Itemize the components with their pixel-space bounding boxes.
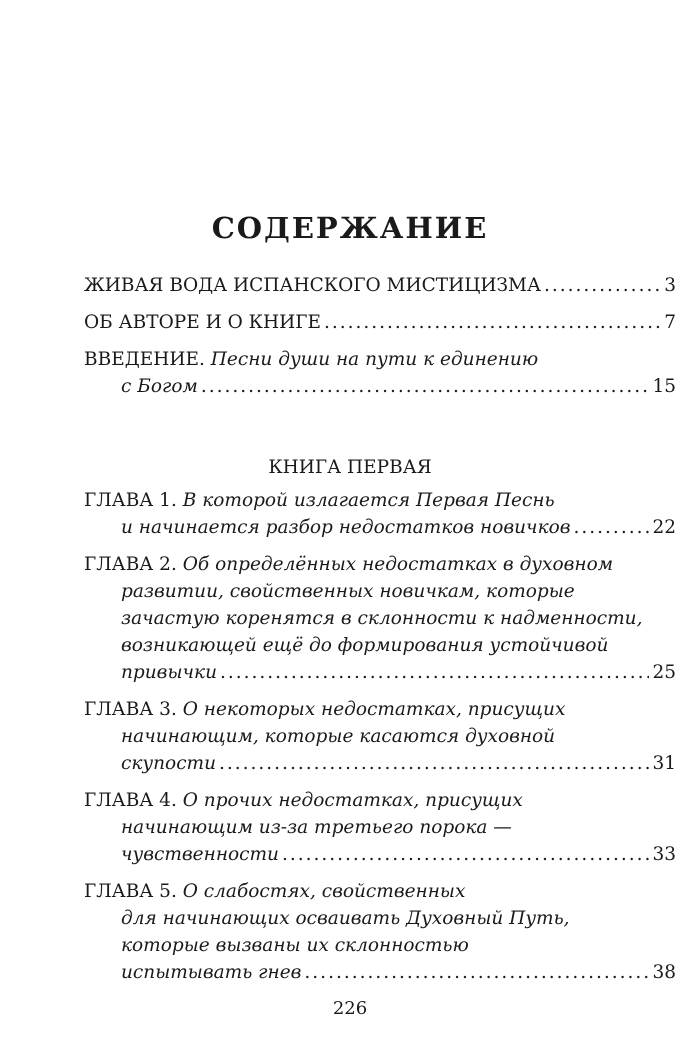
toc-front-matter bbox=[84, 272, 676, 400]
chapter-title-line: развитии, свойственных новичкам, которые bbox=[121, 581, 575, 602]
toc-entry-chapter-1[interactable] bbox=[84, 487, 676, 541]
chapter-title-line: привычки bbox=[121, 662, 217, 683]
chapter-title-line: начинающим из-за третьего порока — bbox=[121, 817, 512, 838]
toc-page-number: 7 bbox=[664, 312, 676, 333]
chapter-title-line: чувственности bbox=[121, 844, 279, 865]
toc-page-number: 31 bbox=[652, 753, 676, 774]
chapter-title-line: возникающей ещё до формирования устойчивой bbox=[121, 635, 609, 656]
toc-entry-chapter-3[interactable] bbox=[84, 696, 676, 777]
chapter-title-line: О слабостях, свойственных bbox=[182, 881, 466, 902]
dot-leader bbox=[304, 959, 649, 986]
toc-entry-introduction[interactable] bbox=[84, 346, 676, 400]
chapter-title-line: зачастую коренятся в склонности к надменности, bbox=[121, 608, 643, 629]
chapter-title-line: Об определённых недостатках в духовном bbox=[182, 554, 614, 575]
chapter-label: ГЛАВА 3. bbox=[84, 699, 177, 720]
dot-leader bbox=[574, 514, 650, 541]
dot-leader bbox=[282, 841, 649, 868]
dot-leader bbox=[324, 309, 661, 336]
chapter-title-line: и начинается разбор недостатков новичков bbox=[121, 517, 571, 538]
toc-entry-chapter-2[interactable] bbox=[84, 551, 676, 686]
toc-page-number: 3 bbox=[664, 275, 676, 296]
toc-entry-chapter-4[interactable] bbox=[84, 787, 676, 868]
chapter-title-line: начинающим, которые касаются духовной bbox=[121, 726, 556, 747]
toc-entry-subtitle-line: с Богом bbox=[121, 376, 198, 397]
dot-leader bbox=[219, 750, 649, 777]
chapter-title-line: скупости bbox=[121, 753, 217, 774]
toc-page-number: 33 bbox=[652, 844, 676, 865]
page-number-folio: 226 bbox=[332, 998, 368, 1019]
toc-entry-heading: ЖИВАЯ ВОДА ИСПАНСКОГО МИСТИЦИЗМА bbox=[84, 275, 541, 296]
chapter-label: ГЛАВА 5. bbox=[84, 881, 177, 902]
toc-entry-living-water[interactable] bbox=[84, 272, 676, 299]
dot-leader bbox=[220, 659, 649, 686]
toc-entry-subtitle-line: Песни души на пути к единению bbox=[210, 349, 539, 370]
toc-entry-heading: ОБ АВТОРЕ И О КНИГЕ bbox=[84, 312, 321, 333]
chapter-title-line: В которой излагается Первая Песнь bbox=[182, 490, 555, 511]
chapter-label: ГЛАВА 2. bbox=[84, 554, 177, 575]
toc-entry-heading: ВВЕДЕНИЕ. bbox=[84, 349, 205, 370]
toc-chapters bbox=[84, 487, 676, 986]
chapter-title-line: которые вызваны их склонностью bbox=[121, 935, 469, 956]
toc-entry-about-author[interactable] bbox=[84, 309, 676, 336]
chapter-title-line: О прочих недостатках, присущих bbox=[182, 790, 523, 811]
dot-leader bbox=[201, 373, 650, 400]
toc-page-number: 25 bbox=[652, 662, 676, 683]
chapter-title-line: О некоторых недостатках, присущих bbox=[182, 699, 566, 720]
toc-entry-chapter-5[interactable] bbox=[84, 878, 676, 986]
page-title: СОДЕРЖАНИЕ bbox=[211, 211, 489, 245]
dot-leader bbox=[544, 272, 661, 299]
toc-page-number: 15 bbox=[652, 376, 676, 397]
chapter-title-line: испытывать гнев bbox=[121, 962, 302, 983]
book-heading: КНИГА ПЕРВАЯ bbox=[268, 457, 432, 478]
chapter-label: ГЛАВА 4. bbox=[84, 790, 177, 811]
toc-page-number: 38 bbox=[652, 962, 676, 983]
toc-page-number: 22 bbox=[652, 517, 676, 538]
chapter-label: ГЛАВА 1. bbox=[84, 490, 177, 511]
chapter-title-line: для начинающих осваивать Духовный Путь, bbox=[121, 908, 570, 929]
